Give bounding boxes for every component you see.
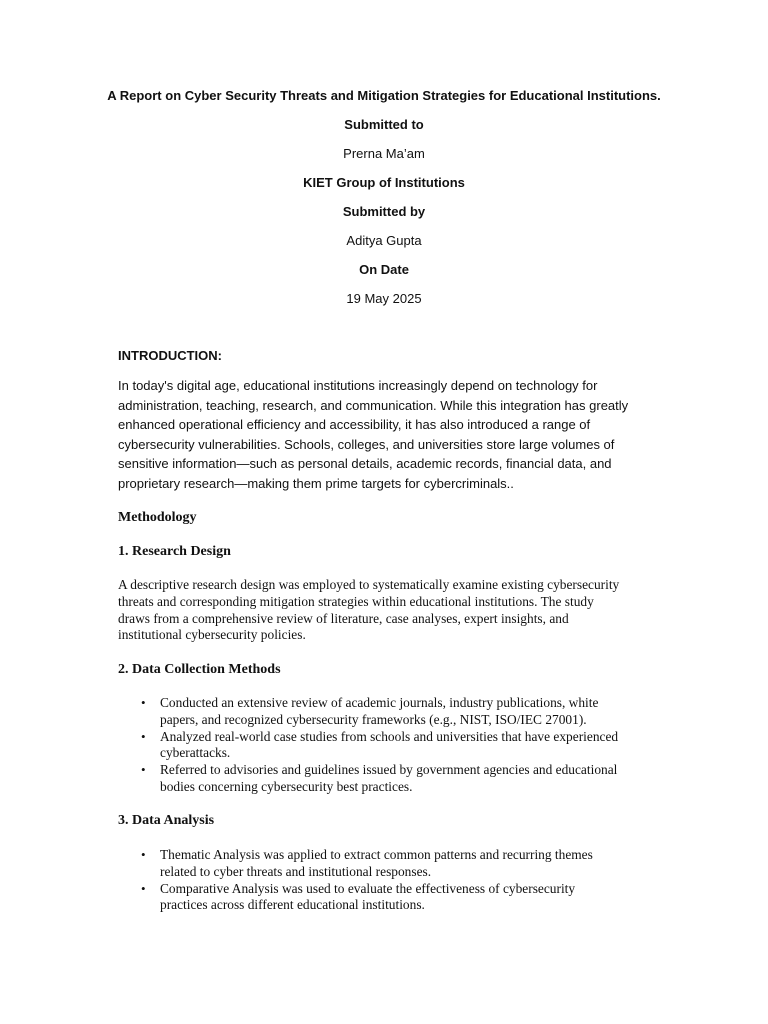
list-item-line: Referred to advisories and guidelines issued by government agencies and educational xyxy=(160,762,618,778)
bullet-marker: • xyxy=(141,880,146,896)
paragraph-line: institutional cybersecurity policies. xyxy=(118,627,306,643)
paragraph-line: draws from a comprehensive review of literature, case analyses, expert insights, and xyxy=(118,610,569,626)
institution-name: KIET Group of Institutions xyxy=(303,175,465,190)
list-item xyxy=(118,847,658,881)
bullet-marker: • xyxy=(141,728,146,744)
submitted-to-name: Prerna Ma’am xyxy=(343,146,425,161)
data-collection-list xyxy=(118,695,658,796)
list-item-line: Conducted an extensive review of academic journals, industry publications, white xyxy=(160,695,599,710)
data-analysis-list xyxy=(118,847,658,914)
paragraph-line: A descriptive research design was employed to systematically examine existing cybersecurity xyxy=(118,577,620,592)
list-item xyxy=(118,881,658,915)
bullet-marker: • xyxy=(141,695,146,710)
date-label: On Date xyxy=(359,262,409,277)
list-item-line: papers, and recognized cybersecurity frameworks (e.g., NIST, ISO/IEC 27001). xyxy=(160,711,587,727)
paragraph-line: In today's digital age, educational institutions increasingly depend on technology for xyxy=(118,378,598,393)
list-item-line: related to cyber threats and institutional responses. xyxy=(160,863,432,879)
data-analysis-heading: 3. Data Analysis xyxy=(118,813,215,828)
data-collection-heading: 2. Data Collection Methods xyxy=(118,662,281,677)
methodology-heading: Methodology xyxy=(118,510,197,525)
research-design-paragraph xyxy=(118,577,658,644)
paragraph-line: proprietary research—making them prime targets for cybercriminals.. xyxy=(118,475,514,491)
paragraph-line: sensitive information—such as personal details, academic records, financial data, and xyxy=(118,456,612,471)
submitted-by-name: Aditya Gupta xyxy=(346,233,422,248)
paragraph-line: threats and corresponding mitigation strategies within educational institutions. The study xyxy=(118,593,594,609)
submitted-to-label: Submitted to xyxy=(344,117,424,132)
research-design-heading: 1. Research Design xyxy=(118,544,231,559)
bullet-marker: • xyxy=(141,762,146,778)
bullet-marker: • xyxy=(141,847,146,862)
list-item xyxy=(118,762,658,796)
paragraph-line: enhanced operational efficiency and accessibility, it has also introduced a range of xyxy=(118,417,591,432)
introduction-paragraph xyxy=(118,376,658,493)
list-item-line: cyberattacks. xyxy=(160,745,231,761)
list-item-line: bodies concerning cybersecurity best practices. xyxy=(160,778,413,794)
list-item xyxy=(118,729,658,763)
submission-date: 19 May 2025 xyxy=(346,291,422,306)
list-item-line: practices across different educational institutions. xyxy=(160,897,425,913)
list-item-line: Thematic Analysis was applied to extract common patterns and recurring themes xyxy=(160,847,593,862)
list-item-line: Analyzed real-world case studies from schools and universities that have experienced xyxy=(160,728,619,744)
list-item-line: Comparative Analysis was used to evaluate the effectiveness of cybersecurity xyxy=(160,880,576,896)
report-title: A Report on Cyber Security Threats and Mitigation Strategies for Educational Institutions. xyxy=(107,88,661,103)
submitted-by-label: Submitted by xyxy=(342,204,426,219)
paragraph-line: administration, teaching, research, and communication. While this integration has greatly xyxy=(118,397,629,413)
list-item xyxy=(118,695,658,729)
introduction-heading: INTRODUCTION: xyxy=(118,348,222,363)
paragraph-line: cybersecurity vulnerabilities. Schools, colleges, and universities store large volumes of xyxy=(118,436,615,452)
